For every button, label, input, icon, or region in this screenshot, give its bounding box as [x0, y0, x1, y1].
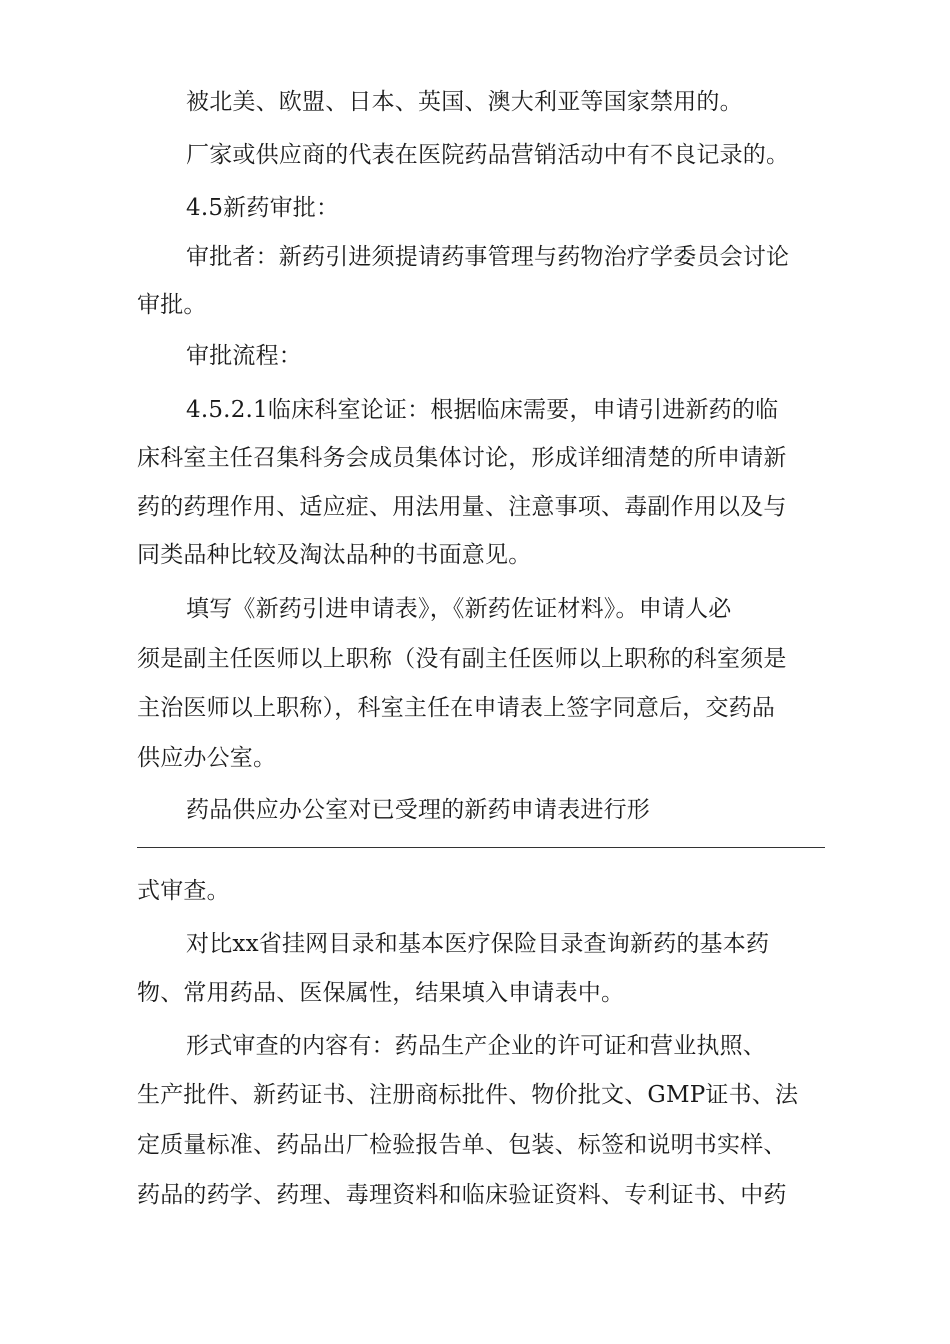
paragraph-line: 同类品种比较及淘汰品种的书面意见。: [137, 542, 532, 568]
paragraph-line: 药的药理作用、适应症、用法用量、注意事项、毒副作用以及与: [137, 494, 787, 520]
paragraph-line: 定质量标准、药品出厂检验报告单、包装、标签和说明书实样、: [137, 1132, 787, 1158]
paragraph-line: 须是副主任医师以上职称（没有副主任医师以上职称的科室须是: [137, 646, 787, 672]
horizontal-divider: [137, 847, 825, 848]
paragraph-line: 填写《新药引进申请表》，《新药佐证材料》。申请人必: [186, 596, 732, 622]
paragraph-line: 审批。: [137, 292, 207, 318]
paragraph-line: 对比xx省挂网目录和基本医疗保险目录查询新药的基本药: [186, 931, 770, 957]
paragraph-line: 药品的药学、药理、毒理资料和临床验证资料、专利证书、中药: [137, 1182, 787, 1208]
section-heading: 审批流程：: [186, 343, 302, 369]
paragraph-line: 被北美、欧盟、日本、英国、澳大利亚等国家禁用的。: [186, 89, 743, 115]
paragraph-line: 生产批件、新药证书、注册商标批件、物价批文、GMP证书、法: [137, 1082, 799, 1108]
paragraph-line: 主治医师以上职称），科室主任在申请表上签字同意后，交药品: [137, 695, 776, 721]
paragraph-line: 式审查。: [137, 878, 230, 904]
paragraph-line: 厂家或供应商的代表在医院药品营销活动中有不良记录的。: [186, 142, 790, 168]
paragraph-line: 审批者：新药引进须提请药事管理与药物治疗学委员会讨论: [186, 244, 790, 270]
paragraph-line: 物、常用药品、医保属性，结果填入申请表中。: [137, 980, 625, 1006]
section-heading: 4.5新药审批：: [186, 195, 340, 221]
paragraph-line: 4.5.2.1临床科室论证：根据临床需要，申请引进新药的临: [186, 397, 779, 423]
paragraph-line: 供应办公室。: [137, 745, 277, 771]
paragraph-line: 形式审查的内容有：药品生产企业的许可证和营业执照、: [186, 1033, 766, 1059]
paragraph-line: 药品供应办公室对已受理的新药申请表进行形: [186, 797, 650, 823]
paragraph-line: 床科室主任召集科务会成员集体讨论，形成详细清楚的所申请新: [137, 445, 787, 471]
